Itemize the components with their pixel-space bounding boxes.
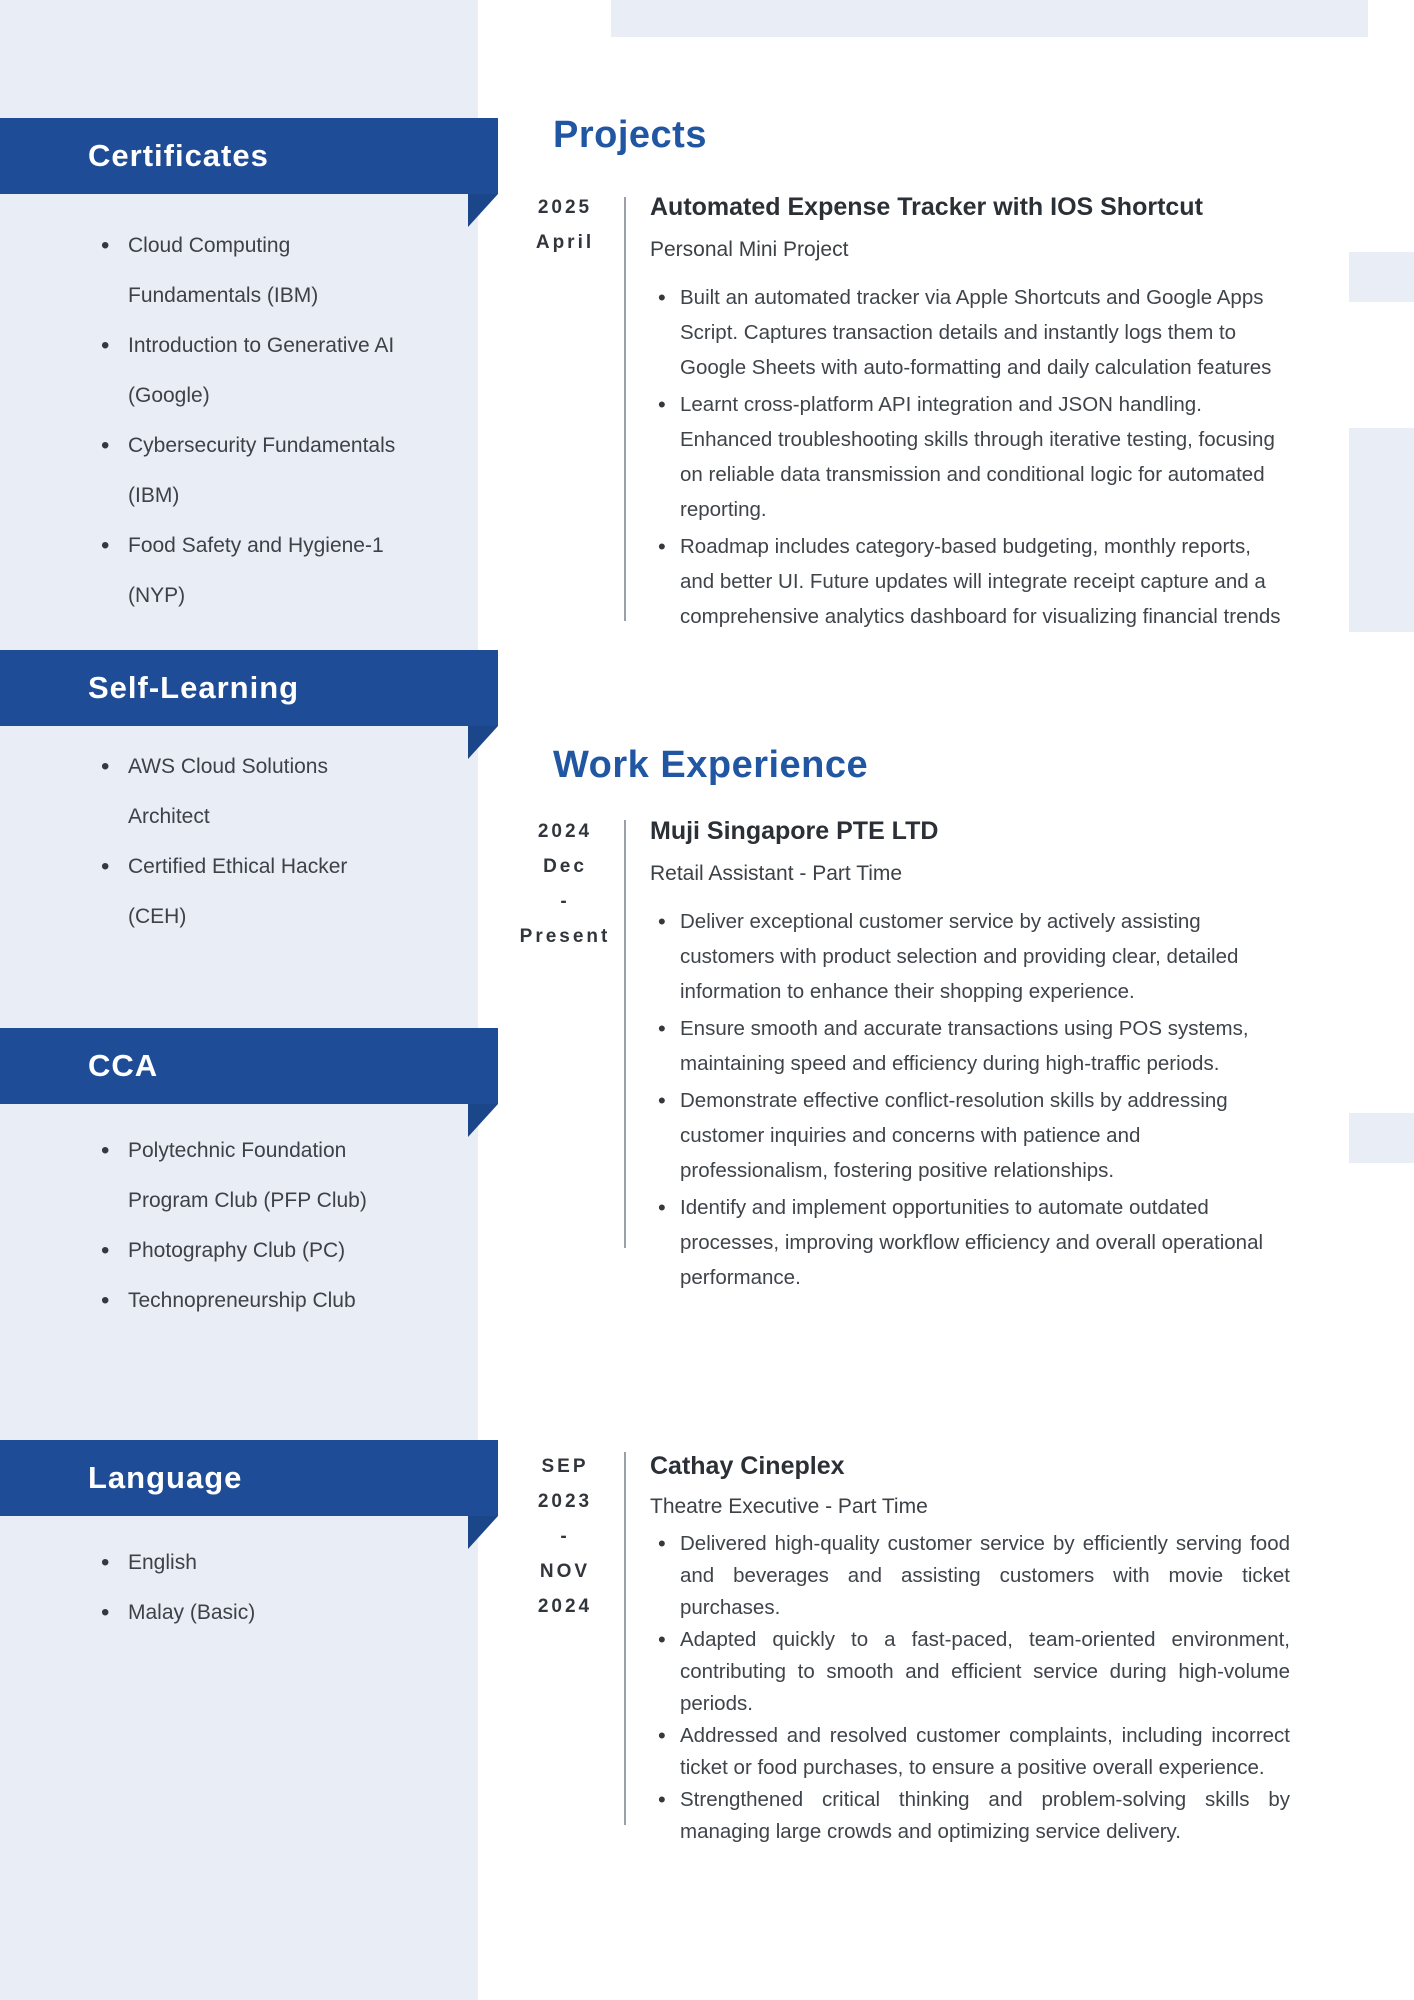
date-line: - <box>560 1526 570 1547</box>
list-item-line: • Malay (Basic) <box>128 1601 256 1624</box>
bullet-item: • Learnt cross-platform API integration and JSON handling. Enhanced troubleshooting skills through iterative testing, focusing on reliable data transmission and conditional logic for automated reporting. <box>680 387 1290 527</box>
language-banner <box>0 1440 498 1516</box>
list-item <box>128 221 470 321</box>
entry-title: Cathay Cineplex <box>650 1452 845 1480</box>
bullet-item: • Identify and implement opportunities to automate outdated processes, improving workflow efficiency and overall operational performance. <box>680 1190 1290 1295</box>
list-item-line: • Introduction to Generative AI <box>128 334 395 357</box>
list-item <box>128 742 470 842</box>
entry-content <box>650 1449 1290 1848</box>
list-item-line: Architect <box>128 805 210 828</box>
self-learning-banner <box>0 650 498 726</box>
work-experience-heading: Work Experience <box>553 744 869 786</box>
list-item <box>128 1538 470 1588</box>
bullet-item: • Deliver exceptional customer service by actively assisting customers with product selection and providing clear, detailed information to enhance their shopping experience. <box>680 904 1290 1009</box>
bullet-item: • Strengthened critical thinking and problem-solving skills by managing large crowds and optimizing service delivery. <box>680 1784 1290 1848</box>
date-line: 2024 <box>537 1596 593 1617</box>
list-item <box>128 1276 470 1326</box>
list-item <box>128 421 470 521</box>
list-item-line: Fundamentals (IBM) <box>128 284 319 307</box>
projects-heading: Projects <box>553 114 707 156</box>
date-line: 2023 <box>537 1491 593 1512</box>
list-item-line: • Polytechnic Foundation <box>128 1139 347 1162</box>
bullet-item: • Roadmap includes category-based budgeting, monthly reports, and better UI. Future updates will integrate receipt capture and a comprehensive analytics dashboard for visualizing financial trends <box>680 529 1290 634</box>
list-item <box>128 521 470 621</box>
top-accent-bar <box>611 0 1368 37</box>
entry-title: Muji Singapore PTE LTD <box>650 817 939 845</box>
list-item-line: (CEH) <box>128 905 187 928</box>
entry-title: Automated Expense Tracker with IOS Shortcut <box>650 193 1203 221</box>
cca-list <box>0 1104 478 1326</box>
list-item-line: (IBM) <box>128 484 180 507</box>
entry-content <box>650 190 1290 636</box>
list-item-line: • Certified Ethical Hacker <box>128 855 348 878</box>
list-item-line: (Google) <box>128 384 210 407</box>
language-list <box>0 1516 478 1638</box>
list-item-line: • AWS Cloud Solutions <box>128 755 328 778</box>
entry-divider-line <box>624 197 626 621</box>
list-item-line: (NYP) <box>128 584 186 607</box>
section-title: CCA <box>88 1048 159 1083</box>
banner-fold <box>468 726 498 759</box>
date-line: NOV <box>539 1561 591 1582</box>
entry-content <box>650 814 1290 1297</box>
section-title: Language <box>88 1460 243 1495</box>
list-item-line: • Photography Club (PC) <box>128 1239 346 1262</box>
date-line: SEP <box>541 1456 589 1477</box>
bullet-item: • Addressed and resolved customer complaints, including incorrect ticket or food purchases, to ensure a positive overall experience. <box>680 1720 1290 1784</box>
date-line: Dec <box>543 856 587 877</box>
sidebar-section-certificates <box>0 118 478 621</box>
date-line: 2024 <box>537 821 593 842</box>
list-item-line: Program Club (PFP Club) <box>128 1189 367 1212</box>
certificates-list <box>0 194 478 621</box>
bullet-item: • Demonstrate effective conflict-resolution skills by addressing customer inquiries and concerns with patience and professionalism, fostering positive relationships. <box>680 1083 1290 1188</box>
right-accent-block <box>1349 428 1414 632</box>
section-title: Self-Learning <box>88 670 300 705</box>
entry-bullet-list <box>650 1528 1290 1848</box>
date-line: 2025 <box>537 197 593 218</box>
sidebar-section-language <box>0 1440 478 1638</box>
date-line: - <box>560 891 570 912</box>
list-item <box>128 1126 470 1226</box>
entry-subtitle: Retail Assistant - Part Time <box>650 862 903 885</box>
entry-dates <box>505 814 625 954</box>
sidebar-section-cca <box>0 1028 478 1326</box>
entry-dates <box>505 190 625 260</box>
section-title: Certificates <box>88 138 269 173</box>
bullet-item: • Delivered high-quality customer service by efficiently serving food and beverages and assisting customers with movie ticket purchases. <box>680 1528 1290 1624</box>
date-line: Present <box>519 926 611 947</box>
bullet-item: • Built an automated tracker via Apple Shortcuts and Google Apps Script. Captures transaction details and instantly logs them to Google Sheets with auto-formatting and daily calculation features <box>680 280 1290 385</box>
list-item <box>128 1588 470 1638</box>
self-learning-list <box>0 726 478 942</box>
right-accent-block <box>1349 252 1414 302</box>
list-item <box>128 1226 470 1276</box>
entry-dates <box>505 1449 625 1624</box>
right-accent-block <box>1349 1113 1414 1163</box>
cca-banner <box>0 1028 498 1104</box>
list-item <box>128 842 470 942</box>
list-item-line: • Technopreneurship Club <box>128 1289 356 1312</box>
list-item-line: • Food Safety and Hygiene-1 <box>128 534 384 557</box>
entry-subtitle: Theatre Executive - Part Time <box>650 1495 928 1518</box>
sidebar-section-self-learning <box>0 650 478 942</box>
entry-bullet-list <box>650 904 1290 1295</box>
entry-bullet-list <box>650 280 1290 634</box>
certificates-banner <box>0 118 498 194</box>
list-item-line: • Cloud Computing <box>128 234 291 257</box>
list-item-line: • Cybersecurity Fundamentals <box>128 434 396 457</box>
list-item <box>128 321 470 421</box>
bullet-item: • Ensure smooth and accurate transactions using POS systems, maintaining speed and efficiency during high-traffic periods. <box>680 1011 1290 1081</box>
bullet-item: • Adapted quickly to a fast-paced, team-oriented environment, contributing to smooth and efficient service during high-volume periods. <box>680 1624 1290 1720</box>
date-line: April <box>535 232 595 253</box>
list-item-line: • English <box>128 1551 197 1574</box>
entry-subtitle: Personal Mini Project <box>650 238 849 261</box>
